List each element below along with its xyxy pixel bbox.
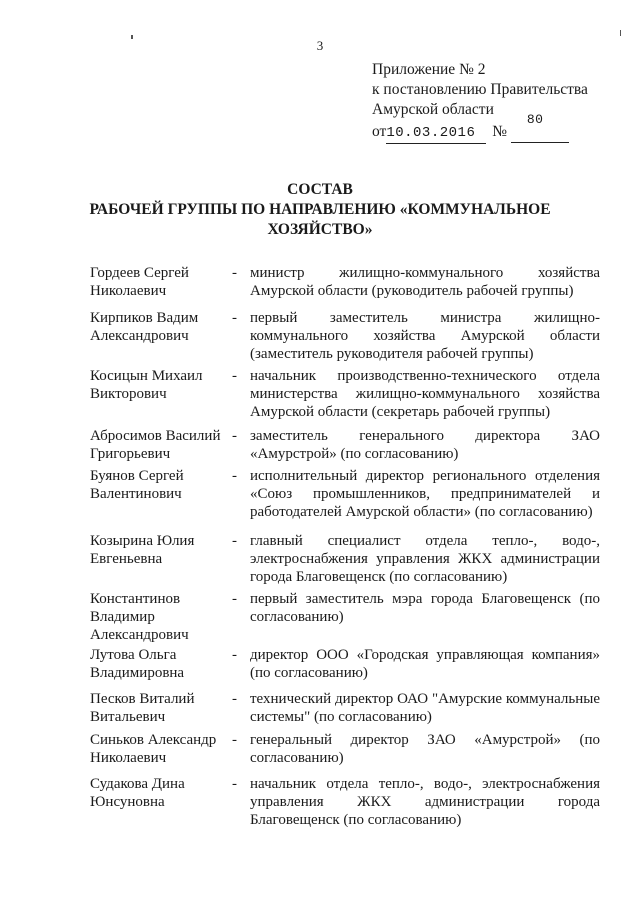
member-name: Буянов Сергей Валентинович: [90, 468, 184, 502]
member-role: начальник отдела тепло-, водо-, электроснабжения управления ЖКХ администрации города Благовещенск (по согласованию): [250, 776, 600, 828]
member-name: Абросимов Василий Григорьевич: [90, 428, 221, 462]
member-role: заместитель генерального директора ЗАО «Амурстрой» (по согласованию): [250, 428, 600, 462]
document-title: [0, 180, 640, 240]
member-name: Гордеев Сергей Николаевич: [90, 265, 189, 299]
member-name: Козырина Юлия Евгеньевна: [90, 533, 195, 567]
number-value: 80: [526, 112, 544, 127]
title-line-2: РАБОЧЕЙ ГРУППЫ ПО НАПРАВЛЕНИЮ «КОММУНАЛЬНОЕ: [89, 201, 551, 218]
scan-speck: [620, 30, 621, 36]
date-prefix: от: [372, 123, 387, 140]
appendix-block: [372, 60, 588, 144]
member-name: Кирпиков Вадим Александрович: [90, 310, 199, 344]
member-dash: -: [232, 468, 237, 484]
member-dash: -: [232, 591, 237, 607]
date-value: 10.03.2016: [386, 123, 486, 144]
number-field: [511, 112, 569, 143]
member-dash: -: [232, 310, 237, 326]
member-name: Лутова Ольга Владимировна: [90, 647, 185, 681]
appendix-date-line: [372, 112, 588, 144]
member-dash: -: [232, 428, 237, 444]
member-dash: -: [232, 368, 237, 384]
member-role: министр жилищно-коммунального хозяйства Амурской области (руководитель рабочей группы): [250, 265, 600, 299]
member-dash: -: [232, 776, 237, 792]
member-role: первый заместитель мэра города Благовещенск (по согласованию): [250, 591, 600, 625]
member-name: Судакова Дина Юнсуновна: [90, 776, 185, 810]
member-role: исполнительный директор регионального отделения «Союз промышленников, предпринимателей и работодателей Амурской области» (по согласованию): [250, 468, 600, 520]
member-dash: -: [232, 732, 237, 748]
title-line-3: ХОЗЯЙСТВО»: [267, 221, 373, 238]
member-role: технический директор ОАО "Амурские коммунальные системы" (по согласованию): [250, 691, 600, 725]
member-role: директор ООО «Городская управляющая компания» (по согласованию): [250, 647, 600, 681]
appendix-resolution: к постановлению Правительства: [372, 81, 588, 98]
appendix-title: Приложение № 2: [372, 61, 486, 78]
title-line-1: СОСТАВ: [287, 181, 353, 198]
member-dash: -: [232, 647, 237, 663]
member-role: первый заместитель министра жилищно-коммунального хозяйства Амурской области (заместитель руководителя рабочей группы): [250, 310, 600, 362]
member-role: главный специалист отдела тепло-, водо-, электроснабжения управления ЖКХ администрации города Благовещенск (по согласованию): [250, 533, 600, 585]
member-dash: -: [232, 691, 237, 707]
member-dash: -: [232, 533, 237, 549]
member-role: генеральный директор ЗАО «Амурстрой» (по согласованию): [250, 732, 600, 766]
member-role: начальник производственно-технического отдела министерства жилищно-коммунального хозяйства Амурской области (секретарь рабочей группы): [250, 368, 600, 420]
member-name: Песков Виталий Витальевич: [90, 691, 195, 725]
page-number: 3: [316, 38, 324, 53]
member-name: Косицын Михаил Викторович: [90, 368, 203, 402]
appendix-region: Амурской области: [372, 101, 494, 118]
number-sign: №: [492, 123, 507, 140]
member-name: Константинов Владимир Александрович: [90, 591, 189, 643]
member-name: Синьков Александр Николаевич: [90, 732, 217, 766]
member-dash: -: [232, 265, 237, 281]
